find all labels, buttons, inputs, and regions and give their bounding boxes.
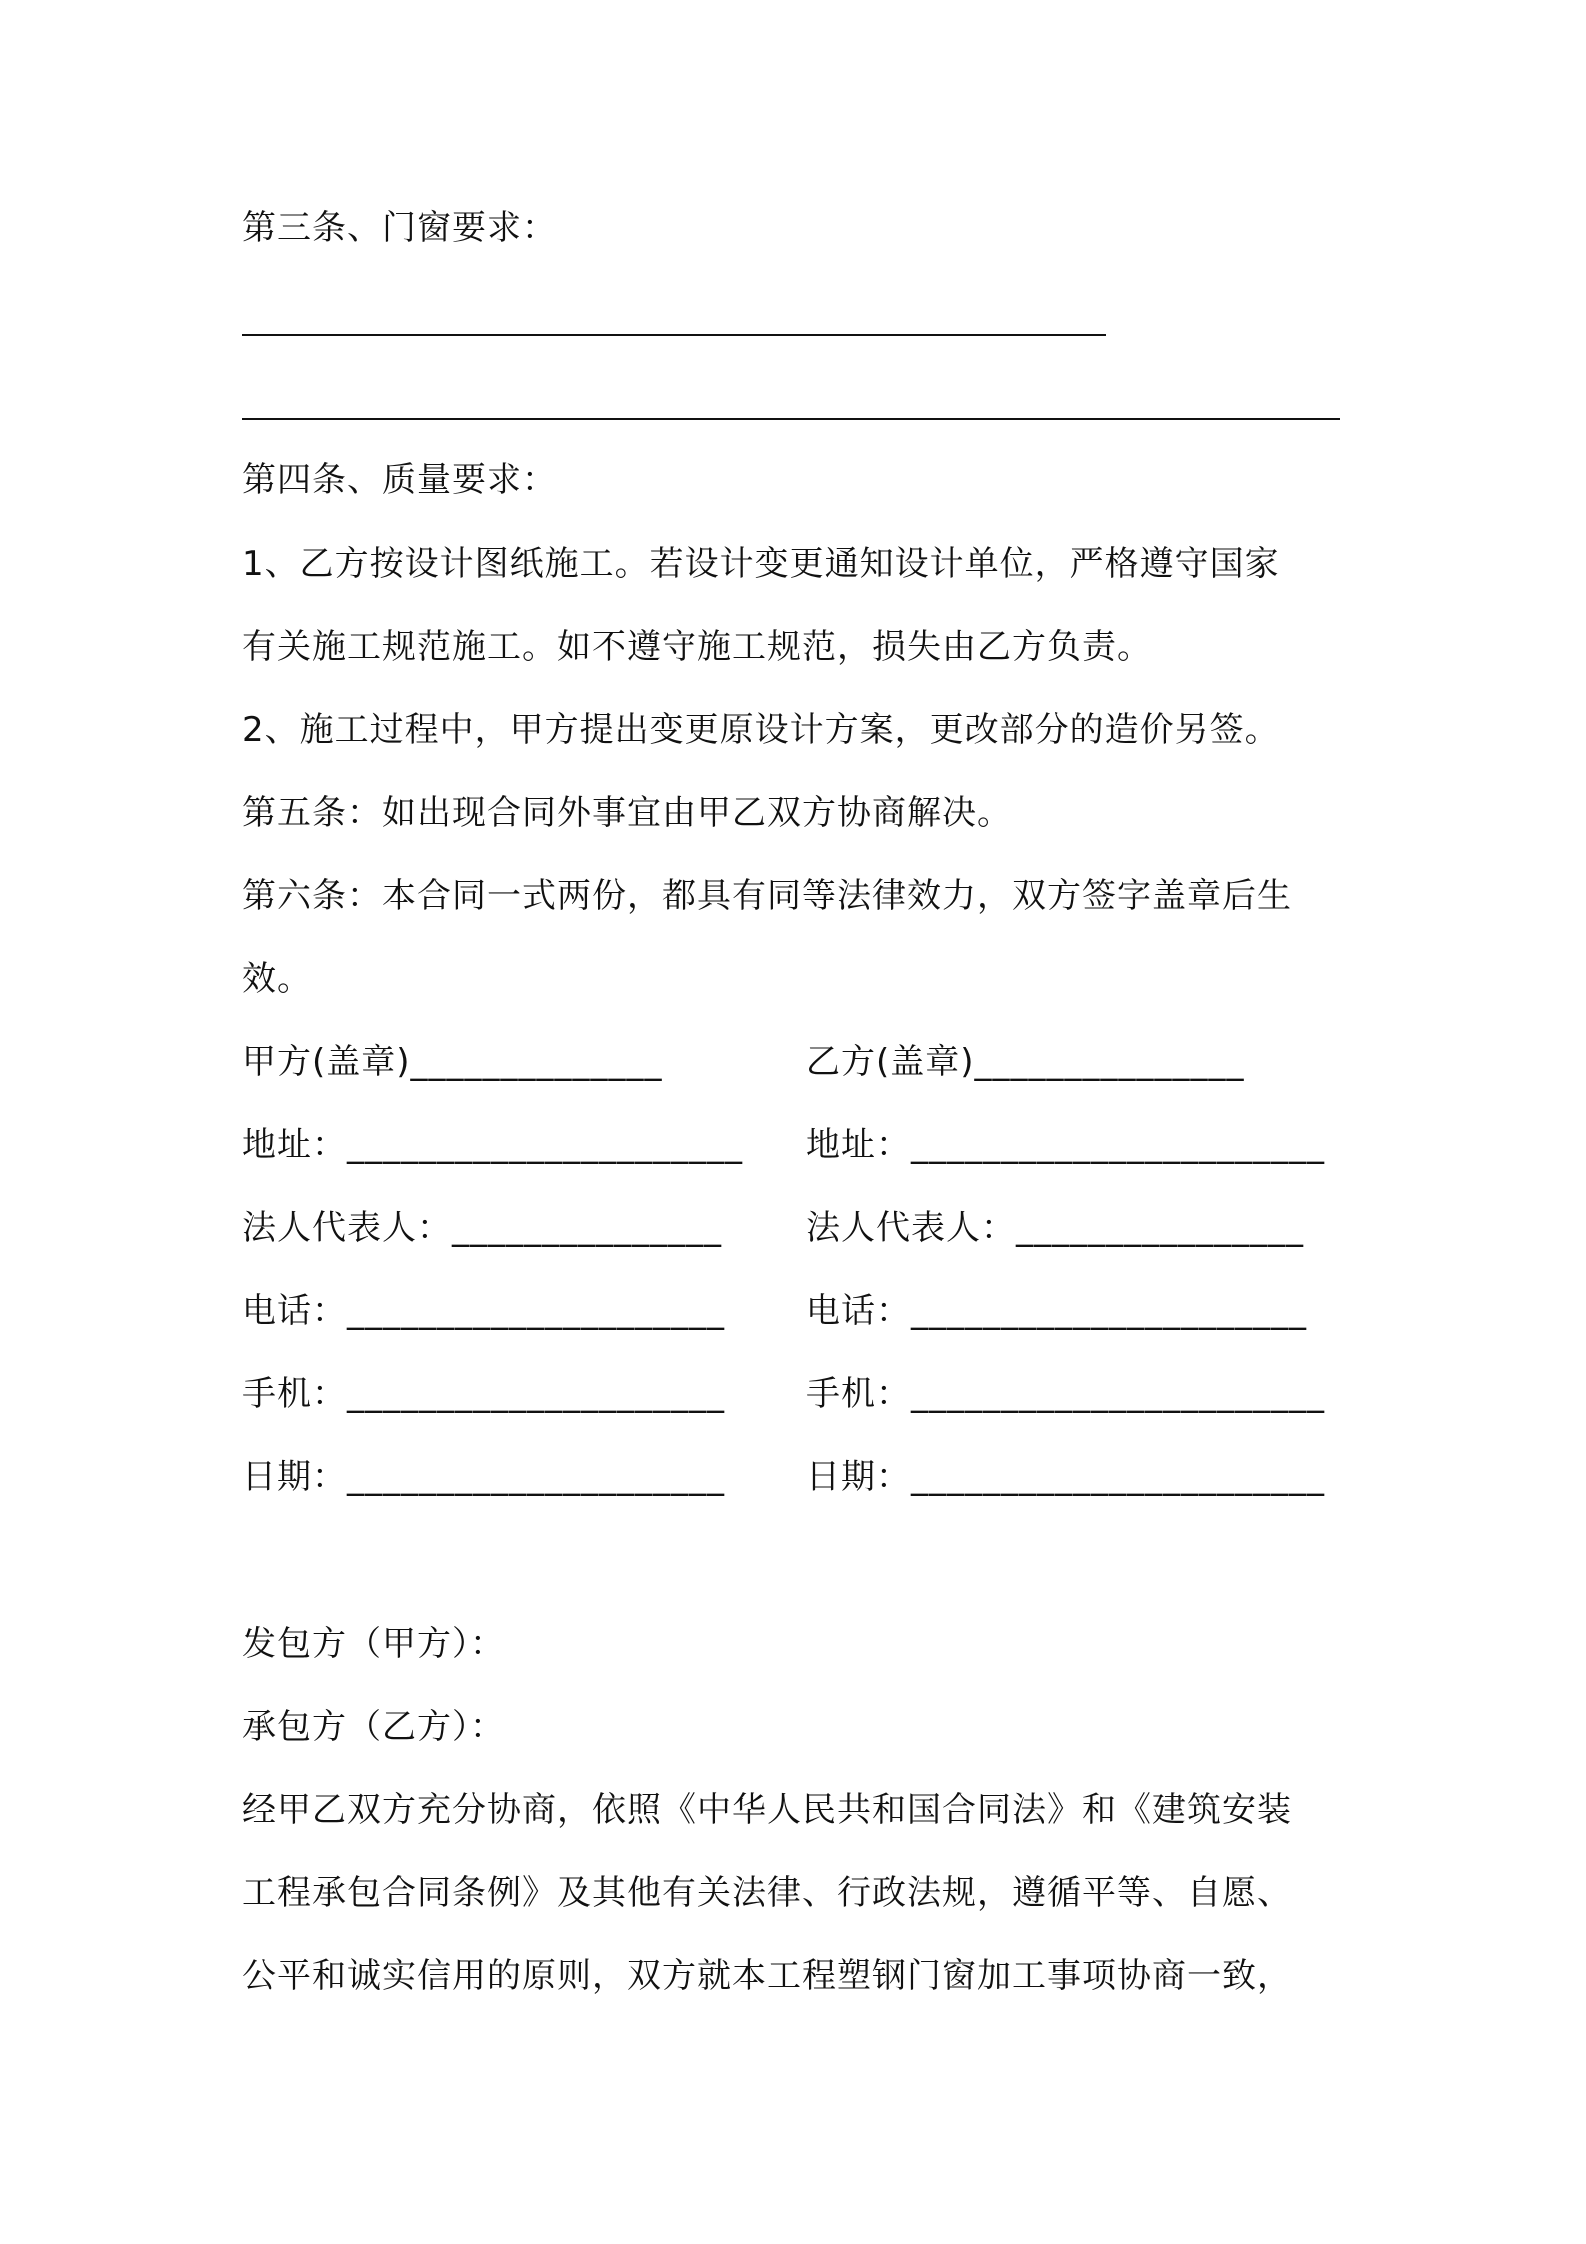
party-b-legal-rep: 法人代表人：________________ — [806, 1208, 1304, 1248]
employer-label: 发包方（甲方）： — [242, 1624, 505, 1664]
party-a-mobile: 手机：_____________________ — [242, 1374, 725, 1414]
article-4-item-2: 2、施工过程中，甲方提出变更原设计方案，更改部分的造价另签。 — [242, 710, 1280, 750]
article-6-line-1: 第六条：本合同一式两份，都具有同等法律效力，双方签字盖章后生 — [242, 876, 1292, 916]
blank-line-1 — [242, 334, 1106, 336]
contractor-label: 承包方（乙方）： — [242, 1707, 505, 1747]
party-b-phone: 电话：______________________ — [806, 1291, 1307, 1331]
party-b-seal: 乙方(盖章)_______________ — [806, 1042, 1245, 1082]
preamble-line-3: 公平和诚实信用的原则，双方就本工程塑钢门窗加工事项协商一致， — [242, 1956, 1292, 1996]
party-b-address: 地址：_______________________ — [806, 1125, 1325, 1165]
article-4-heading: 第四条、质量要求： — [242, 460, 557, 500]
party-b-mobile: 手机：_______________________ — [806, 1374, 1325, 1414]
party-a-legal-rep: 法人代表人：_______________ — [242, 1208, 722, 1248]
article-4-item-1-line-1: 1、乙方按设计图纸施工。若设计变更通知设计单位，严格遵守国家 — [242, 544, 1280, 584]
article-6-line-2: 效。 — [242, 959, 312, 999]
party-a-phone: 电话：_____________________ — [242, 1291, 725, 1331]
article-3-heading: 第三条、门窗要求： — [242, 208, 557, 248]
preamble-line-1: 经甲乙双方充分协商，依照《中华人民共和国合同法》和《建筑安装 — [242, 1790, 1292, 1830]
article-5: 第五条：如出现合同外事宜由甲乙双方协商解决。 — [242, 793, 1012, 833]
party-a-seal: 甲方(盖章)______________ — [242, 1042, 663, 1082]
blank-line-2 — [242, 418, 1340, 420]
article-4-item-1-line-2: 有关施工规范施工。如不遵守施工规范，损失由乙方负责。 — [242, 627, 1152, 667]
party-a-address: 地址：______________________ — [242, 1125, 743, 1165]
party-b-date: 日期：_______________________ — [806, 1457, 1325, 1497]
party-a-date: 日期：_____________________ — [242, 1457, 725, 1497]
preamble-line-2: 工程承包合同条例》及其他有关法律、行政法规，遵循平等、自愿、 — [242, 1873, 1292, 1913]
